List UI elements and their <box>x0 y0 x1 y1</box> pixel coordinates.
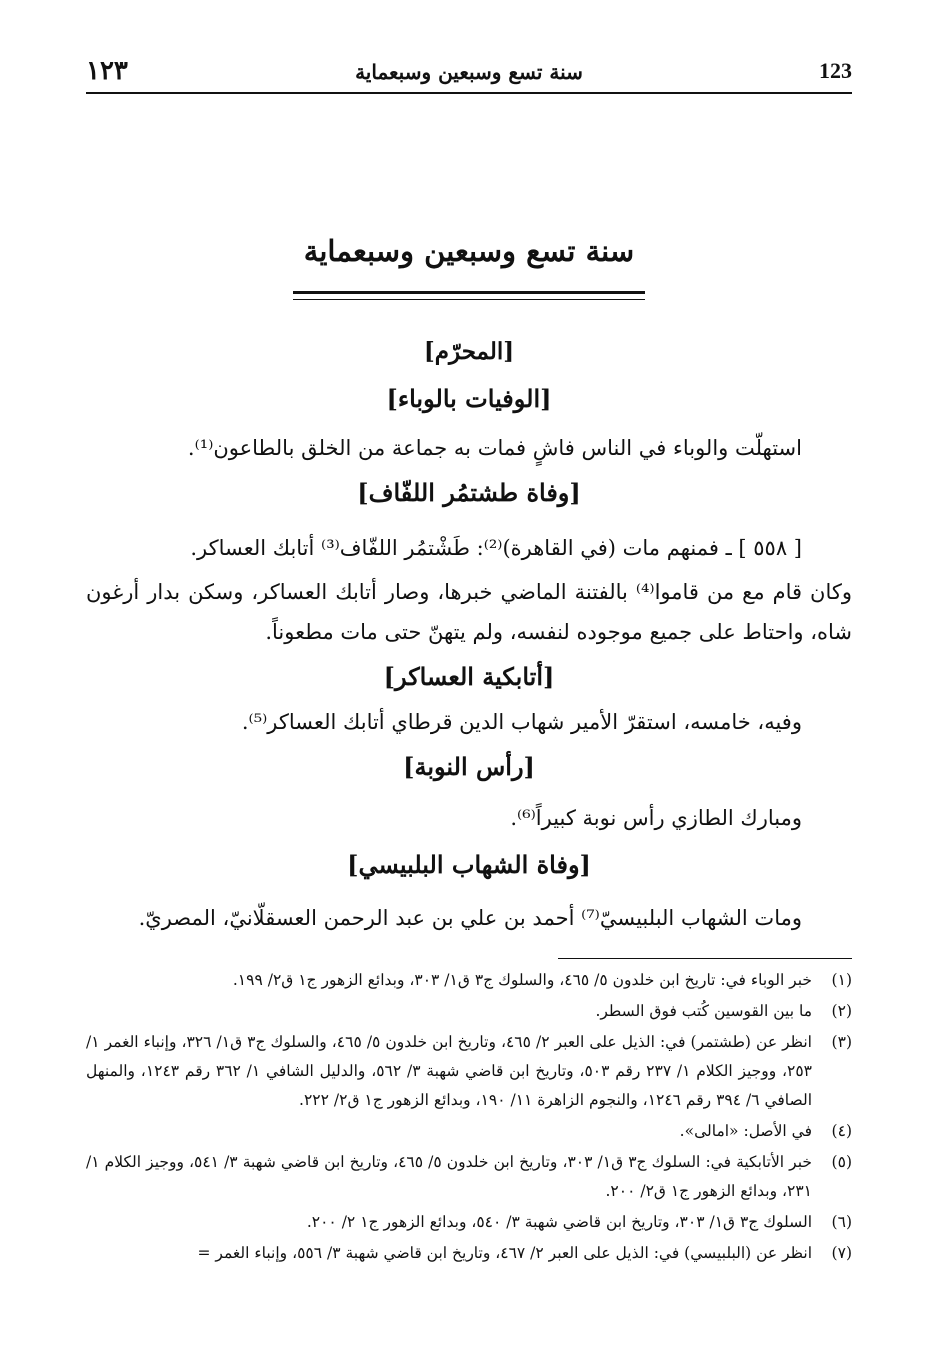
running-title: سنة تسع وسبعين وسبعماية <box>355 60 583 84</box>
footnote <box>86 1028 852 1115</box>
footnote-number: (١) <box>831 971 852 989</box>
title-rule-thin <box>293 299 645 300</box>
section-heading-atabkiya: [أتابكية العساكر] <box>383 662 555 691</box>
footnote-number: (٥) <box>831 1153 852 1171</box>
footnote <box>86 1239 852 1268</box>
page-number-arabic: ١٢٣ <box>86 56 128 86</box>
footnote-number: (٢) <box>831 1002 852 1020</box>
paragraph-tashtamur-entry: [ ٥٥٨ ] ـ فمنهم مات (في القاهرة)⁽²⁾: طَشْتمُر اللفّاف⁽³⁾ أتابك العساكر. <box>190 536 802 560</box>
footnote-text: خبر الأتابكية في: السلوك ج٣ ق١/ ٣٠٣، وتاريخ ابن خلدون ٥/ ٤٦٥، وتاريخ ابن قاضي شهبة ٣/ ٥٤١، ووجيز الكلام ١/ ٢٣١، وبدائع الزهور ج١ ق٢/ ٢٠٠. <box>86 1153 812 1200</box>
paragraph-tashtamur-detail: وكان قام مع من قاموا⁽⁴⁾ بالفتنة الماضي خبرها، وصار أتابك العساكر، وسكن بدار أرغون شاه، واحتاط على جميع موجوده لنفسه، ولم يتهنّ حتى مات مطعوناً. <box>86 580 853 644</box>
footnote <box>86 997 852 1026</box>
footnote-text: انظر عن (البلبيسي) في: الذيل على العبر ٢/ ٤٦٧، وتاريخ ابن قاضي شهبة ٣/ ٥٥٦، وإنباء الغمر = <box>197 1244 812 1262</box>
footnote <box>86 1148 852 1206</box>
footnote-number: (٦) <box>831 1213 852 1231</box>
footnote <box>86 1208 852 1237</box>
footnote-text: ما بين القوسين كُتب فوق السطر. <box>595 1002 812 1020</box>
paragraph-ras-nawba: ومبارك الطازي رأس نوبة كبيراً⁽⁶⁾. <box>510 806 802 830</box>
paragraph-shihab: ومات الشهاب البلبيسيّ⁽⁷⁾ أحمد بن علي بن عبد الرحمن العسقلّانيّ، المصريّ. <box>138 906 802 930</box>
footnote-number: (٧) <box>831 1244 852 1262</box>
section-heading-tashtamur: [وفاة طشتمُر اللفّاف] <box>357 478 581 507</box>
footnotes <box>86 966 852 1270</box>
footnote-number: (٤) <box>831 1122 852 1140</box>
footnote <box>86 1117 852 1146</box>
footnote-text: انظر عن (طشتمر) في: الذيل على العبر ٢/ ٤٦٥، وتاريخ ابن خلدون ٥/ ٤٦٥، والسلوك ج٣ ق١/ ٣٢٦، وإنباء الغمر ١/ ٢٥٣، ووجيز الكلام ١/ ٢٣٧ رقم ٥٠٣، وتاريخ ابن قاضي شهبة ٣/ ٥٦٢، والدليل الشافي ١/ ٣٦٢ رقم ١٢٤٣، والمنهل الصافي ٦/ ٣٩٤ رقم ١٢٤٦، والنجوم الزاهرة ١١/ ١٩٠، وبدائع الزهور ج١ ق٢/ ٢٢٢. <box>86 1033 812 1109</box>
chapter-title: سنة تسع وسبعين وسبعماية <box>303 234 635 268</box>
paragraph-atabkiya: وفيه، خامسه، استقرّ الأمير شهاب الدين قرطاي أتابك العساكر⁽⁵⁾. <box>241 710 802 734</box>
footnote-text: خبر الوباء في: تاريخ ابن خلدون ٥/ ٤٦٥، والسلوك ج٣ ق١/ ٣٠٣، وبدائع الزهور ج١ ق٢/ ١٩٩. <box>232 971 812 989</box>
footnote <box>86 966 852 995</box>
paragraph-wafayat: استهلّت والوباء في الناس فاشٍ فمات به جماعة من الخلق بالطاعون⁽¹⁾. <box>187 436 802 460</box>
section-heading-shihab: [وفاة الشهاب البلبيسي] <box>347 850 591 879</box>
footnote-rule <box>558 958 852 959</box>
footnote-text: السلوك ج٣ ق١/ ٣٠٣، وتاريخ ابن قاضي شهبة ٣/ ٥٤٠، وبدائع الزهور ج١ ٢/ ٢٠٠. <box>306 1213 812 1231</box>
footnote-number: (٣) <box>831 1033 852 1051</box>
section-heading-wafayat: [الوفيات بالوباء] <box>386 384 552 413</box>
header-rule <box>86 92 852 94</box>
section-heading-muharram: [المحرّم] <box>423 338 515 365</box>
section-heading-ras-nawba: [رأس النوبة] <box>403 752 535 781</box>
title-rule-thick <box>293 291 645 294</box>
footnote-text: في الأصل: «امالى». <box>679 1122 812 1140</box>
page-number-latin: 123 <box>819 58 852 83</box>
